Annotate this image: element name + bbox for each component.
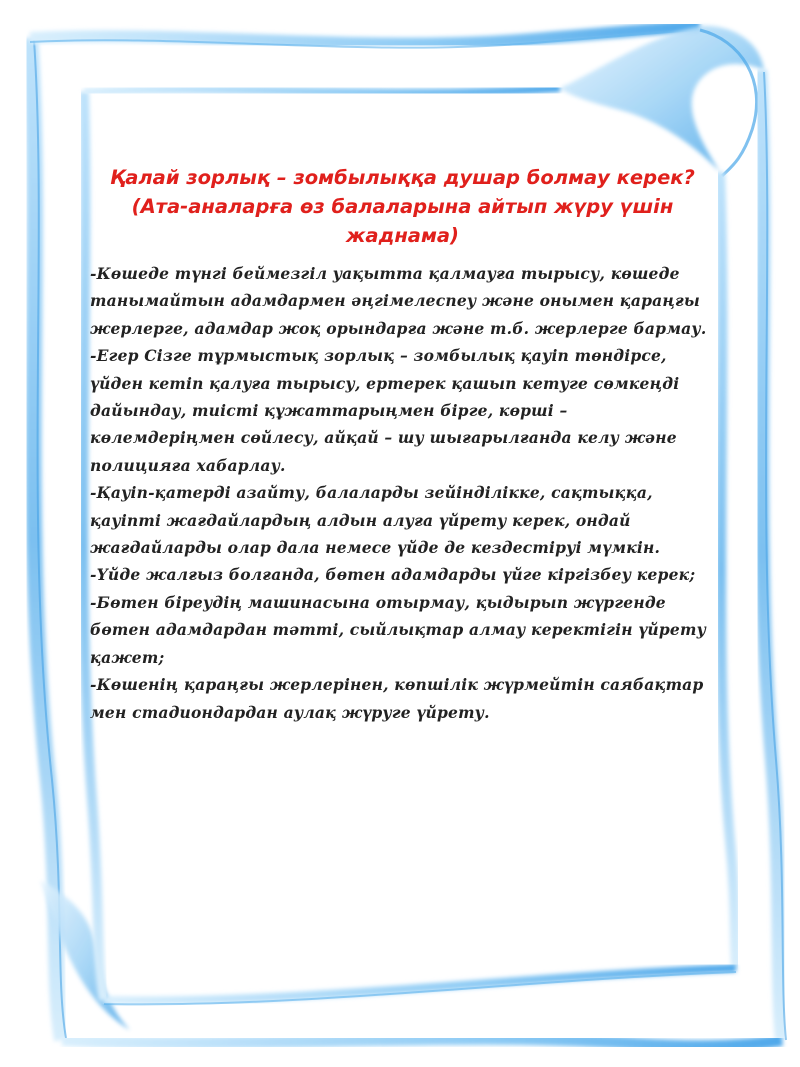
inner-frame-bottom: [104, 968, 736, 1000]
memo-paragraph: -Егер Сізге тұрмыстық зорлық – зомбылық қауіп төндірсе, үйден кетіп қалуға тырысу, ертерек қашып кетуге сөмкеңді дайындау, тиісті құжаттарыңмен бірге, көрші – көлемдеріңмен сөйлесу, айқай – шу шығарылғанда келу және полицияға хабарлау.: [90, 346, 680, 475]
memo-paragraph: -Көшеде түнгі беймезгіл уақытта қалмауға тырысу, көшеде танымайтын адамдармен әңгімелеспеу және онымен қараңғы жерлерге, адамдар жоқ орындарға және т.б. жерлерге бармау.: [90, 264, 707, 338]
inner-frame-right: [720, 172, 736, 968]
memo-title: [90, 163, 715, 250]
memo-title-line-2: (Ата-аналарға өз балаларына айтып жүру үшін жаднама): [131, 195, 674, 247]
memo-paragraph: -Көшенің қараңғы жерлерінен, көпшілік жүрмейтін саябақтар мен стадиондардан аулақ жүруге үйрету.: [90, 675, 704, 722]
memo-paragraph: -Бөтен біреудің машинасына отырмау, қыдырып жүргенде бөтен адамдардан тәтті, сыйлықтар алмау керектігін үйрету қажет;: [90, 592, 707, 667]
memo-content: [90, 163, 715, 726]
memo-body: [90, 260, 715, 726]
memo-paragraph: -Қауіп-қатерді азайту, балаларды зейінділікке, сақтыққа, қауіпті жағдайлардың алдын алуға үйрету керек, ондай жағдайларды олар дала немесе үйде де кездестіруі мүмкін.: [90, 483, 661, 558]
inner-frame-top: [84, 88, 560, 93]
memo-paragraph: -Үйде жалғыз болғанда, бөтен адамдарды үйге кіргізбеу керек;: [90, 565, 696, 585]
ribbon-bottom-edge: [62, 1039, 782, 1046]
memo-title-line-1: Қалай зорлық – зомбылыққа душар болмау керек?: [110, 166, 695, 189]
ribbon-right-edge: [760, 70, 782, 1040]
